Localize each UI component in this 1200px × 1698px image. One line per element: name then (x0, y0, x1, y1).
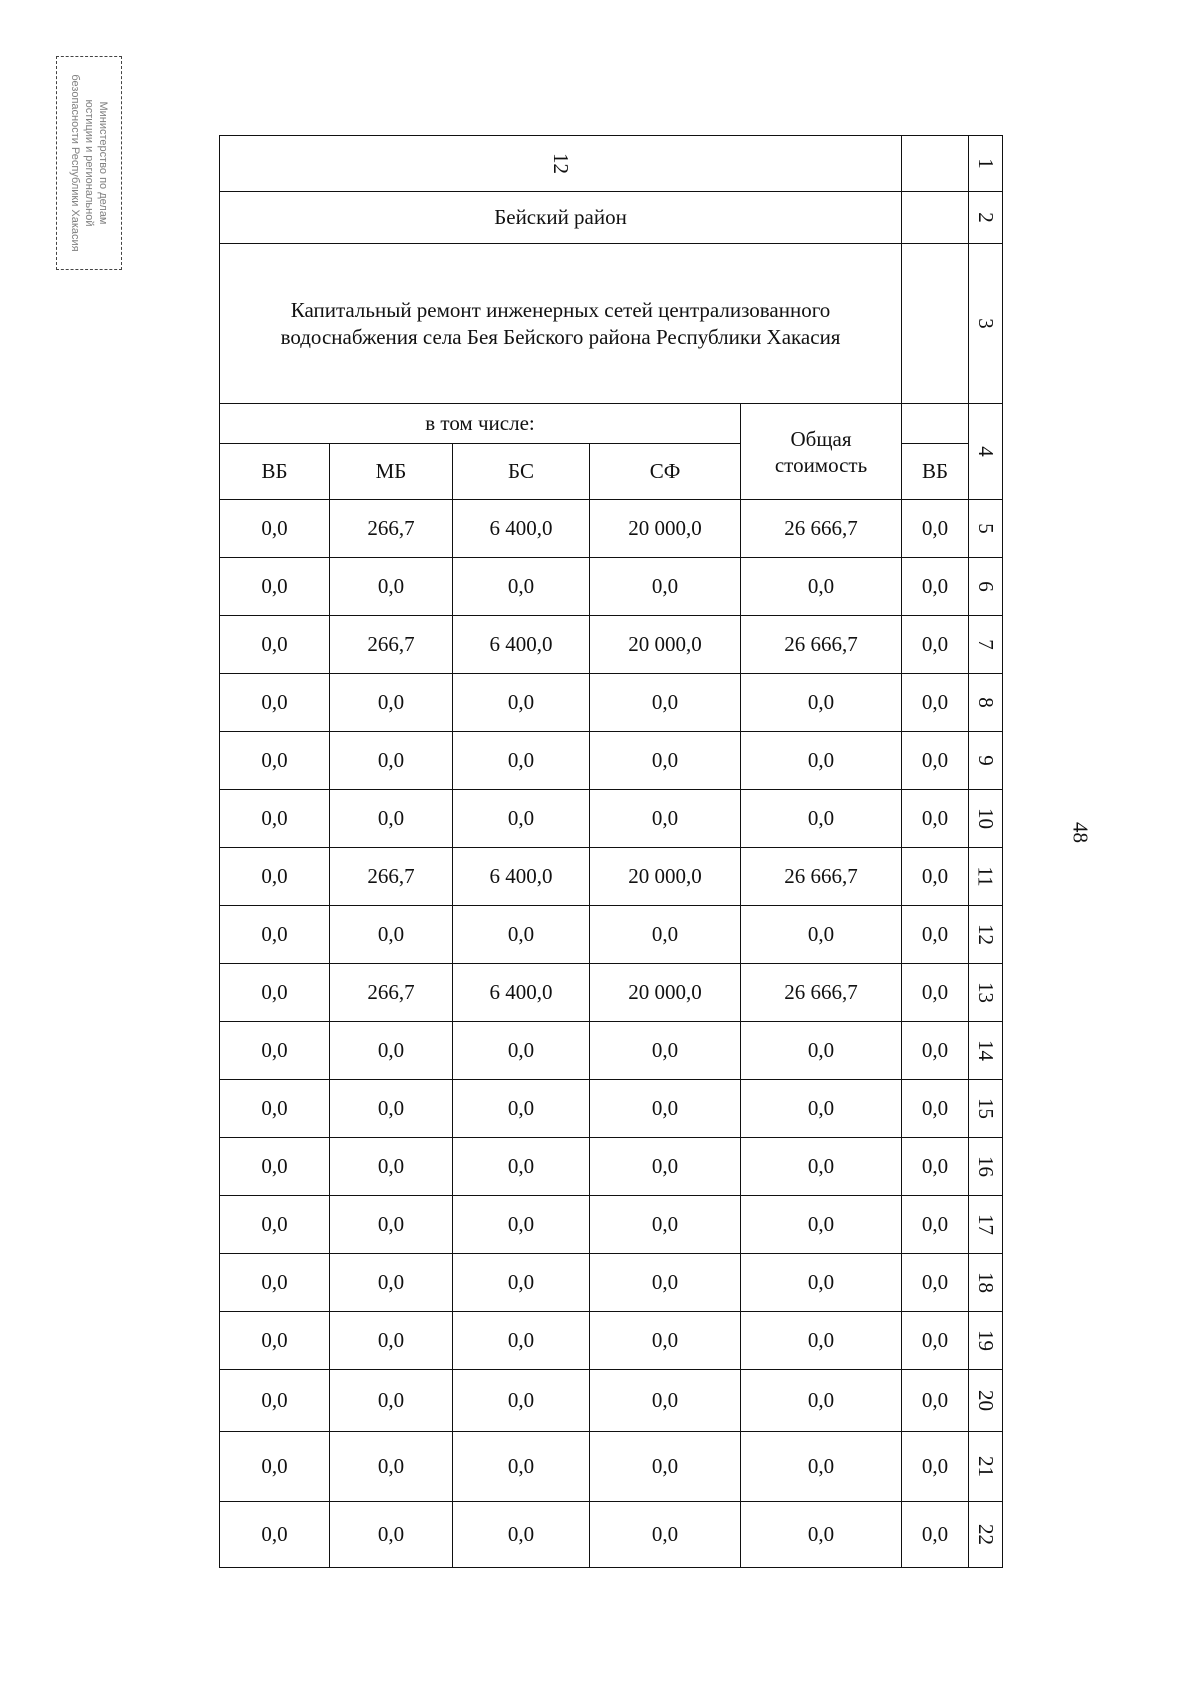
table-row (220, 1138, 1003, 1196)
cell-vb-right: 0,0 (902, 1254, 969, 1312)
table-row (220, 732, 1003, 790)
cell-bs: 0,0 (453, 1432, 590, 1502)
region-name-cell: Бейский район (220, 192, 902, 244)
col-header-mb: МБ (330, 444, 453, 500)
row-number: 1 (974, 158, 999, 169)
stamp-text (68, 58, 110, 268)
cell-bs: 0,0 (453, 1138, 590, 1196)
row-number-cell (969, 1432, 1003, 1502)
row-number-cell (969, 1312, 1003, 1370)
object-name-row (220, 244, 1003, 404)
row-number-cell (969, 558, 1003, 616)
cell-bs: 0,0 (453, 558, 590, 616)
cell-bs: 0,0 (453, 674, 590, 732)
cell-vb-right: 0,0 (902, 1312, 969, 1370)
cell-vb-right: 0,0 (902, 848, 969, 906)
cell-vb-right: 0,0 (902, 500, 969, 558)
row-number-cell (969, 732, 1003, 790)
cell-vb: 0,0 (220, 1254, 330, 1312)
cell-mb: 0,0 (330, 1196, 453, 1254)
cell-sf: 0,0 (590, 558, 741, 616)
row-number: 19 (974, 1330, 999, 1351)
cell-bs: 6 400,0 (453, 500, 590, 558)
row-number-cell (969, 1254, 1003, 1312)
cell-sf: 0,0 (590, 1370, 741, 1432)
row-number-cell (969, 500, 1003, 558)
including-header: в том числе: (220, 404, 741, 444)
table-row (220, 906, 1003, 964)
cell-sf: 0,0 (590, 674, 741, 732)
total-cost-header: Общая стоимость (741, 404, 902, 500)
cell-sf: 0,0 (590, 1080, 741, 1138)
table-row (220, 1312, 1003, 1370)
cell-sf: 0,0 (590, 1022, 741, 1080)
row-number: 12 (974, 924, 999, 945)
table-row (220, 500, 1003, 558)
cell-mb: 0,0 (330, 906, 453, 964)
row-number-cell (969, 1370, 1003, 1432)
cell-total: 26 666,7 (741, 848, 902, 906)
empty-cell (902, 244, 969, 404)
row-number: 22 (974, 1524, 999, 1545)
cell-mb: 266,7 (330, 500, 453, 558)
stamp-line: безопасности Республики Хакасия (69, 74, 81, 252)
col-header-vb-right: ВБ (902, 444, 969, 500)
cell-vb: 0,0 (220, 1022, 330, 1080)
row-number: 7 (974, 639, 999, 650)
empty-cell (902, 192, 969, 244)
row-number: 16 (974, 1156, 999, 1177)
cell-bs: 0,0 (453, 906, 590, 964)
cell-vb: 0,0 (220, 1196, 330, 1254)
row-number: 4 (974, 446, 999, 457)
cell-vb: 0,0 (220, 848, 330, 906)
cell-bs: 0,0 (453, 1022, 590, 1080)
cell-total: 0,0 (741, 674, 902, 732)
row-number: 9 (974, 755, 999, 766)
region-number: 12 (549, 153, 574, 174)
cell-sf: 0,0 (590, 1502, 741, 1568)
row-number: 10 (974, 808, 999, 829)
cell-vb-right: 0,0 (902, 1138, 969, 1196)
col-header-bs: БС (453, 444, 590, 500)
cell-mb: 0,0 (330, 790, 453, 848)
cell-mb: 0,0 (330, 1370, 453, 1432)
row-number-cell (969, 906, 1003, 964)
cell-total: 0,0 (741, 1370, 902, 1432)
cell-mb: 266,7 (330, 616, 453, 674)
cell-mb: 266,7 (330, 964, 453, 1022)
cell-vb: 0,0 (220, 1312, 330, 1370)
cell-total: 0,0 (741, 906, 902, 964)
row-number-cell (969, 404, 1003, 500)
row-number-cell (969, 1196, 1003, 1254)
col-header-sf: СФ (590, 444, 741, 500)
cell-mb: 0,0 (330, 1080, 453, 1138)
cell-total: 0,0 (741, 1432, 902, 1502)
cell-vb: 0,0 (220, 500, 330, 558)
table-row (220, 964, 1003, 1022)
row-number: 11 (974, 866, 999, 887)
cell-mb: 0,0 (330, 732, 453, 790)
cell-bs: 6 400,0 (453, 616, 590, 674)
cell-vb-right: 0,0 (902, 674, 969, 732)
cell-mb: 0,0 (330, 1432, 453, 1502)
cell-total: 0,0 (741, 1138, 902, 1196)
cell-vb: 0,0 (220, 790, 330, 848)
cell-total: 26 666,7 (741, 964, 902, 1022)
row-number-cell (969, 1138, 1003, 1196)
cell-bs: 0,0 (453, 1370, 590, 1432)
table-row (220, 1502, 1003, 1568)
row-number-cell (969, 1502, 1003, 1568)
cell-sf: 0,0 (590, 1196, 741, 1254)
row-number: 3 (974, 318, 999, 329)
cell-total: 26 666,7 (741, 616, 902, 674)
cell-sf: 0,0 (590, 732, 741, 790)
cell-mb: 0,0 (330, 1022, 453, 1080)
row-number-cell (969, 192, 1003, 244)
region-name-row (220, 192, 1003, 244)
cell-vb: 0,0 (220, 1138, 330, 1196)
cell-mb: 0,0 (330, 1254, 453, 1312)
cell-vb-right: 0,0 (902, 1196, 969, 1254)
region-number-cell (220, 136, 902, 192)
row-number-cell (969, 244, 1003, 404)
cell-vb-right: 0,0 (902, 964, 969, 1022)
cell-bs: 6 400,0 (453, 964, 590, 1022)
region-number-row (220, 136, 1003, 192)
cell-vb-right: 0,0 (902, 906, 969, 964)
budget-table (219, 135, 1003, 1568)
cell-total: 0,0 (741, 1080, 902, 1138)
cell-sf: 20 000,0 (590, 848, 741, 906)
cell-mb: 0,0 (330, 558, 453, 616)
cell-total: 0,0 (741, 1502, 902, 1568)
cell-sf: 0,0 (590, 1138, 741, 1196)
row-number-cell (969, 1080, 1003, 1138)
table-row (220, 1370, 1003, 1432)
cell-sf: 20 000,0 (590, 616, 741, 674)
cell-total: 0,0 (741, 558, 902, 616)
table-row (220, 674, 1003, 732)
row-number: 20 (974, 1390, 999, 1411)
cell-vb-right: 0,0 (902, 1432, 969, 1502)
table-row (220, 790, 1003, 848)
cell-total: 0,0 (741, 1254, 902, 1312)
row-number: 8 (974, 697, 999, 708)
row-number: 18 (974, 1272, 999, 1293)
cell-sf: 0,0 (590, 906, 741, 964)
cell-sf: 0,0 (590, 1312, 741, 1370)
row-number: 6 (974, 581, 999, 592)
row-number-cell (969, 964, 1003, 1022)
cell-bs: 0,0 (453, 732, 590, 790)
cell-bs: 0,0 (453, 1196, 590, 1254)
row-number: 5 (974, 523, 999, 534)
row-number-cell (969, 1022, 1003, 1080)
stamp-line: юстиции и региональной (83, 99, 95, 227)
cell-total: 26 666,7 (741, 500, 902, 558)
table-row (220, 1432, 1003, 1502)
table-row (220, 1196, 1003, 1254)
cell-vb-right: 0,0 (902, 1370, 969, 1432)
row-number: 15 (974, 1098, 999, 1119)
cell-sf: 0,0 (590, 1432, 741, 1502)
stamp-line: Министерство по делам (97, 101, 109, 225)
table-row (220, 616, 1003, 674)
table-row (220, 1080, 1003, 1138)
cell-sf: 0,0 (590, 1254, 741, 1312)
cell-total: 0,0 (741, 790, 902, 848)
row-number: 2 (974, 212, 999, 223)
row-number-cell (969, 848, 1003, 906)
cell-sf: 20 000,0 (590, 500, 741, 558)
row-number-cell (969, 616, 1003, 674)
cell-vb-right: 0,0 (902, 1022, 969, 1080)
cell-total: 0,0 (741, 1022, 902, 1080)
cell-bs: 0,0 (453, 790, 590, 848)
table-row (220, 1022, 1003, 1080)
cell-sf: 20 000,0 (590, 964, 741, 1022)
cell-bs: 0,0 (453, 1502, 590, 1568)
cell-vb-right: 0,0 (902, 790, 969, 848)
cell-vb: 0,0 (220, 674, 330, 732)
cell-vb-right: 0,0 (902, 1080, 969, 1138)
cell-sf: 0,0 (590, 790, 741, 848)
cell-bs: 0,0 (453, 1254, 590, 1312)
table-row (220, 848, 1003, 906)
cell-vb-right: 0,0 (902, 616, 969, 674)
empty-cell (902, 404, 969, 444)
row-number-cell (969, 790, 1003, 848)
cell-total: 0,0 (741, 1312, 902, 1370)
row-number: 13 (974, 982, 999, 1003)
cell-bs: 0,0 (453, 1080, 590, 1138)
cell-vb-right: 0,0 (902, 732, 969, 790)
table-row (220, 1254, 1003, 1312)
table-row (220, 558, 1003, 616)
cell-vb-right: 0,0 (902, 558, 969, 616)
object-name: Капитальный ремонт инженерных сетей централизованного водоснабжения села Бея Бейского района Республики Хакасия (280, 297, 841, 349)
cell-mb: 266,7 (330, 848, 453, 906)
cell-mb: 0,0 (330, 1138, 453, 1196)
cell-vb: 0,0 (220, 732, 330, 790)
cell-vb: 0,0 (220, 1432, 330, 1502)
header-row-1 (220, 404, 1003, 444)
row-number-cell (969, 136, 1003, 192)
cell-vb: 0,0 (220, 906, 330, 964)
cell-bs: 0,0 (453, 1312, 590, 1370)
cell-vb: 0,0 (220, 1080, 330, 1138)
row-number: 21 (974, 1456, 999, 1477)
object-name-cell (220, 244, 902, 404)
cell-bs: 6 400,0 (453, 848, 590, 906)
cell-total: 0,0 (741, 732, 902, 790)
cell-mb: 0,0 (330, 1312, 453, 1370)
empty-cell (902, 136, 969, 192)
cell-mb: 0,0 (330, 1502, 453, 1568)
col-header-vb: ВБ (220, 444, 330, 500)
cell-vb: 0,0 (220, 1370, 330, 1432)
cell-vb: 0,0 (220, 616, 330, 674)
row-number-cell (969, 674, 1003, 732)
row-number: 17 (974, 1214, 999, 1235)
row-number: 14 (974, 1040, 999, 1061)
cell-vb: 0,0 (220, 558, 330, 616)
cell-total: 0,0 (741, 1196, 902, 1254)
registration-stamp (56, 56, 122, 270)
cell-vb: 0,0 (220, 1502, 330, 1568)
cell-vb-right: 0,0 (902, 1502, 969, 1568)
cell-mb: 0,0 (330, 674, 453, 732)
page-number: 48 (1068, 822, 1093, 843)
cell-vb: 0,0 (220, 964, 330, 1022)
